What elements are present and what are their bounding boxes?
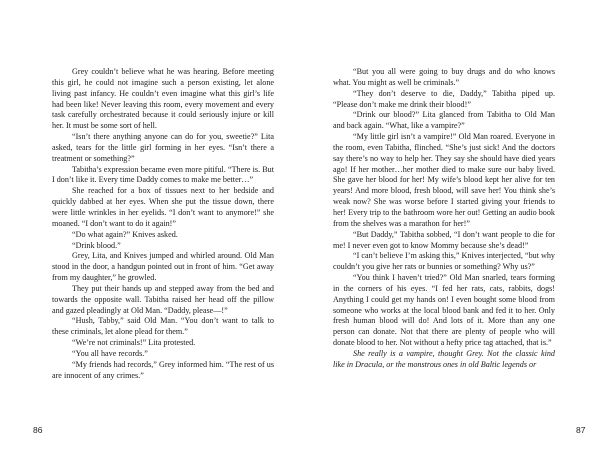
paragraph: They put their hands up and stepped away from the bed and towards the opposite wall. Tabitha raised her head off the pillow and gazed pleadingly at Old Man. “Daddy, please—!” <box>52 283 274 315</box>
right-page <box>300 0 600 463</box>
paragraph: She reached for a box of tissues next to her bedside and quickly dabbed at her eyes. When she put the tissue down, there were little wrinkles in her eyelids. “I don’t want to anymore!” she moaned. “I don’t want to do it again!” <box>52 186 274 228</box>
paragraph: “But you all were going to buy drugs and do who knows what. You might as well be criminals.” <box>333 67 555 87</box>
page-number-left: 86 <box>33 425 43 435</box>
paragraph: “But Daddy,” Tabitha sobbed, “I don’t want people to die for me! I never even got to know Mommy because she’s dead!” <box>333 229 555 250</box>
paragraph: “You think I haven’t tried?” Old Man snarled, tears forming in the corners of his eyes. “I fed her rats, cats, rabbits, dogs! Anything I could get my hands on! I even bought some blood from someone who works at the local blood bank and fed it to her. Only fresh human blood will do! And lots of it. More than any one person can donate. Not that there are plenty of people who will donate blood to her. Not without a hefty price tag attached, that is.” <box>333 273 555 348</box>
paragraph: “Drink blood.” <box>72 240 121 250</box>
paragraph: “Drink our blood?” Lita glanced from Tabitha to Old Man and back again. “What, like a vampire?” <box>333 110 555 131</box>
paragraph-italic: She really is a vampire, thought Grey. Not the classic kind like in Dracula, or the monstrous ones in old Baltic legends or <box>333 348 555 369</box>
paragraph: Grey, Lita, and Knives jumped and whirled around. Old Man stood in the door, a handgun pointed out in front of him. “Get away from my daughter,” he growled. <box>52 251 274 283</box>
paragraph: “Do what again?” Knives asked. <box>72 229 178 239</box>
paragraph: Grey couldn’t believe what he was hearing. Before meeting this girl, he could not imagine such a person existing, let alone living past infancy. He couldn’t even imagine what this girl’s life had been like! Never leaving this room, every movement and every task carefully orchestrated because it could seriously injure or kill her. It must be some sort of hell. <box>52 67 274 131</box>
paragraph: “We’re not criminals!” Lita protested. <box>72 338 196 348</box>
paragraph: Tabitha’s expression became even more pitiful. “There is. But I don’t like it. Every time Daddy comes to make me better…” <box>52 164 274 185</box>
paragraph: “My friends had records,” Grey informed him. “The rest of us are innocent of any crimes.” <box>52 359 274 380</box>
paragraph: “They don’t deserve to die, Daddy,” Tabitha piped up. “Please don’t make me drink their blood!” <box>333 88 555 109</box>
right-page-text <box>333 67 555 371</box>
paragraph: “My little girl isn’t a vampire!” Old Man roared. Everyone in the room, even Tabitha, flinched. “She’s just sick! And the doctors say there’s no way to help her. They say she should have died years ago! If her mother…her mother died to make sure our baby lived. She gave her blood for her! My wife’s blood kept her alive for ten years! And more blood, fresh blood, will save her! You think she’s weak now? She was worse before I started giving your friends to her! Every trip to the bathroom wore her out! Getting an audio book from the shelves was a marathon for her!” <box>333 132 555 228</box>
paragraph: “Isn’t there anything anyone can do for you, sweetie?” Lita asked, tears for the little girl forming in her eyes. “Isn’t there a treatment or something?” <box>52 132 274 163</box>
paragraph: “Hush, Tabby,” said Old Man. “You don’t want to talk to these criminals, let alone plead for them.” <box>52 316 274 337</box>
paragraph: “I can’t believe I’m asking this,” Knives interjected, “but why couldn’t you give her rats or bunnies or something? Why us?” <box>333 251 555 272</box>
page-number-right: 87 <box>576 425 586 435</box>
paragraph: “You all have records.” <box>72 348 148 358</box>
left-page-text <box>52 67 274 381</box>
